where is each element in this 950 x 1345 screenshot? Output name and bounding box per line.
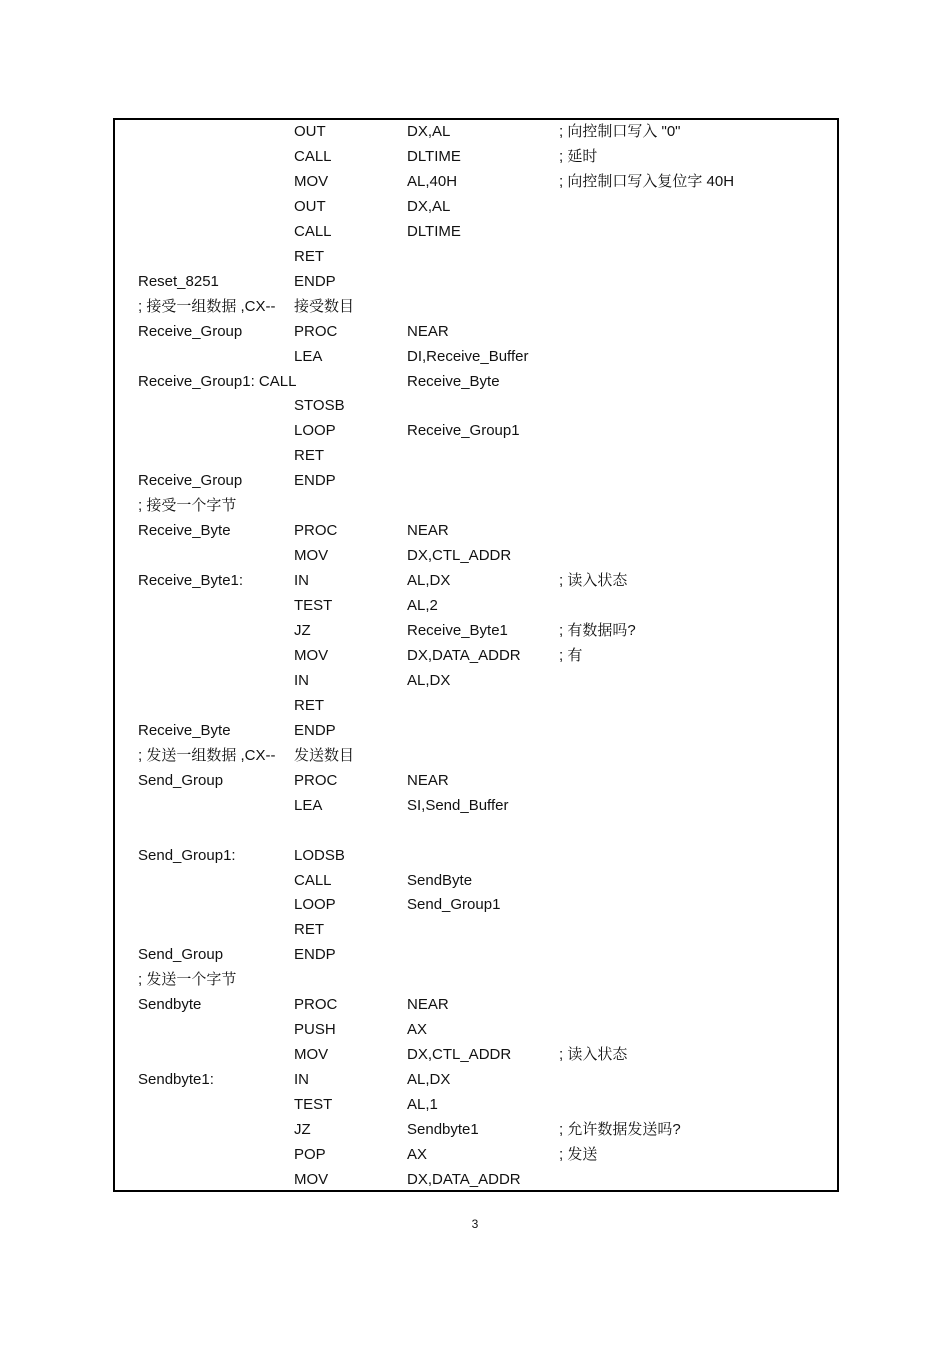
line-comment: ; 允许数据发送吗? [559, 1121, 681, 1138]
line-comment: ; 发送 [559, 1145, 598, 1163]
line-operand: AL,1 [407, 1096, 438, 1114]
line-mnemonic: TEST [294, 597, 333, 615]
line-mnemonic: RET [294, 696, 324, 714]
line-comment: ; 有数据吗? [559, 622, 636, 639]
line-mnemonic: RET [294, 921, 324, 939]
line-operand: DX,CTL_ADDR [407, 1046, 512, 1064]
line-mnemonic: IN [294, 1071, 309, 1089]
line-mnemonic: MOV [294, 172, 329, 190]
line-comment: ; 延时 [559, 147, 598, 165]
line-label: ; 接受一个字节 [138, 497, 237, 515]
line-operand: Receive_Group1 [407, 422, 520, 440]
line-mnemonic: LOOP [294, 896, 336, 914]
line-label: ; 接受一组数据 ,CX-- [138, 297, 276, 315]
line-mnemonic: MOV [294, 1046, 329, 1064]
line-comment: ; 读入状态 [559, 572, 628, 590]
line-mnemonic: ENDP [294, 472, 336, 490]
line-mnemonic: 发送数目 [294, 746, 355, 764]
line-label: Reset_8251 [138, 272, 219, 290]
line-mnemonic: ENDP [294, 721, 336, 739]
line-mnemonic: MOV [294, 1170, 329, 1188]
line-operand: Receive_Byte [407, 372, 500, 390]
line-operand: Receive_Byte1 [407, 622, 508, 639]
line-mnemonic: TEST [294, 1096, 333, 1114]
line-label: Sendbyte1: [138, 1071, 214, 1089]
line-operand: AX [407, 1021, 428, 1039]
code-listing-frame [113, 118, 839, 1192]
line-operand: NEAR [407, 996, 449, 1014]
line-mnemonic: ENDP [294, 272, 336, 290]
line-operand: DX,AL [407, 197, 451, 215]
line-label: Receive_Byte [138, 522, 231, 540]
line-mnemonic: OUT [294, 123, 326, 140]
line-mnemonic: IN [294, 671, 309, 689]
line-label: Receive_Group [138, 472, 243, 490]
line-mnemonic: RET [294, 447, 324, 465]
line-operand: AL,2 [407, 597, 438, 615]
line-mnemonic: CALL [294, 871, 332, 889]
line-mnemonic: PROC [294, 771, 338, 789]
line-operand: SendByte [407, 871, 473, 889]
line-operand: DI,Receive_Buffer [407, 347, 529, 365]
line-mnemonic: PROC [294, 322, 338, 340]
line-operand: AX [407, 1145, 428, 1163]
line-comment: ; 有 [559, 646, 583, 664]
line-mnemonic: LEA [294, 347, 323, 365]
line-label: Send_Group [138, 771, 224, 789]
line-mnemonic: STOSB [294, 397, 345, 415]
line-operand: AL,DX [407, 572, 451, 590]
line-comment: ; 读入状态 [559, 1046, 628, 1064]
line-mnemonic: LEA [294, 796, 323, 814]
line-operand: DX,DATA_ADDR [407, 1170, 521, 1188]
line-operand: DLTIME [407, 147, 461, 165]
line-mnemonic: JZ [294, 1121, 311, 1138]
line-operand: DX,CTL_ADDR [407, 547, 512, 565]
line-mnemonic: JZ [294, 622, 311, 639]
line-operand: AL,DX [407, 1071, 451, 1089]
line-operand: AL,DX [407, 671, 451, 689]
line-mnemonic: PUSH [294, 1021, 336, 1039]
line-mnemonic: OUT [294, 197, 326, 215]
line-mnemonic: PROC [294, 996, 338, 1014]
line-label: Send_Group [138, 946, 224, 964]
line-label: ; 发送一个字节 [138, 971, 237, 989]
line-label: Receive_Byte1: [138, 572, 244, 590]
line-operand: NEAR [407, 522, 449, 540]
line-operand: NEAR [407, 771, 449, 789]
line-operand: DX,AL [407, 123, 451, 140]
line-operand: DX,DATA_ADDR [407, 646, 521, 664]
line-operand: Send_Group1 [407, 896, 501, 914]
line-mnemonic: RET [294, 247, 324, 265]
line-label: Send_Group1: [138, 846, 236, 864]
line-mnemonic: MOV [294, 646, 329, 664]
line-label: Receive_Group [138, 322, 243, 340]
line-mnemonic: POP [294, 1145, 326, 1163]
line-mnemonic: PROC [294, 522, 338, 540]
line-mnemonic: LOOP [294, 422, 336, 440]
line-operand: Sendbyte1 [407, 1121, 479, 1138]
line-mnemonic: CALL [294, 222, 332, 240]
line-operand: AL,40H [407, 172, 458, 190]
line-operand: DLTIME [407, 222, 461, 240]
line-mnemonic: CALL [294, 147, 332, 165]
page-number: 3 [471, 1217, 479, 1231]
line-comment: ; 向控制口写入 "0" [559, 123, 681, 140]
line-mnemonic: ENDP [294, 946, 336, 964]
line-comment: ; 向控制口写入复位字 40H [559, 172, 735, 190]
line-label: ; 发送一组数据 ,CX-- [138, 746, 276, 764]
line-label: Sendbyte [138, 996, 202, 1014]
line-mnemonic: MOV [294, 547, 329, 565]
line-label: Receive_Byte [138, 721, 231, 739]
line-mnemonic: LODSB [294, 846, 345, 864]
line-label: Receive_Group1: CALL [138, 372, 297, 390]
line-operand: SI,Send_Buffer [407, 796, 509, 814]
line-mnemonic: 接受数目 [294, 297, 355, 315]
line-operand: NEAR [407, 322, 449, 340]
line-mnemonic: IN [294, 572, 309, 590]
